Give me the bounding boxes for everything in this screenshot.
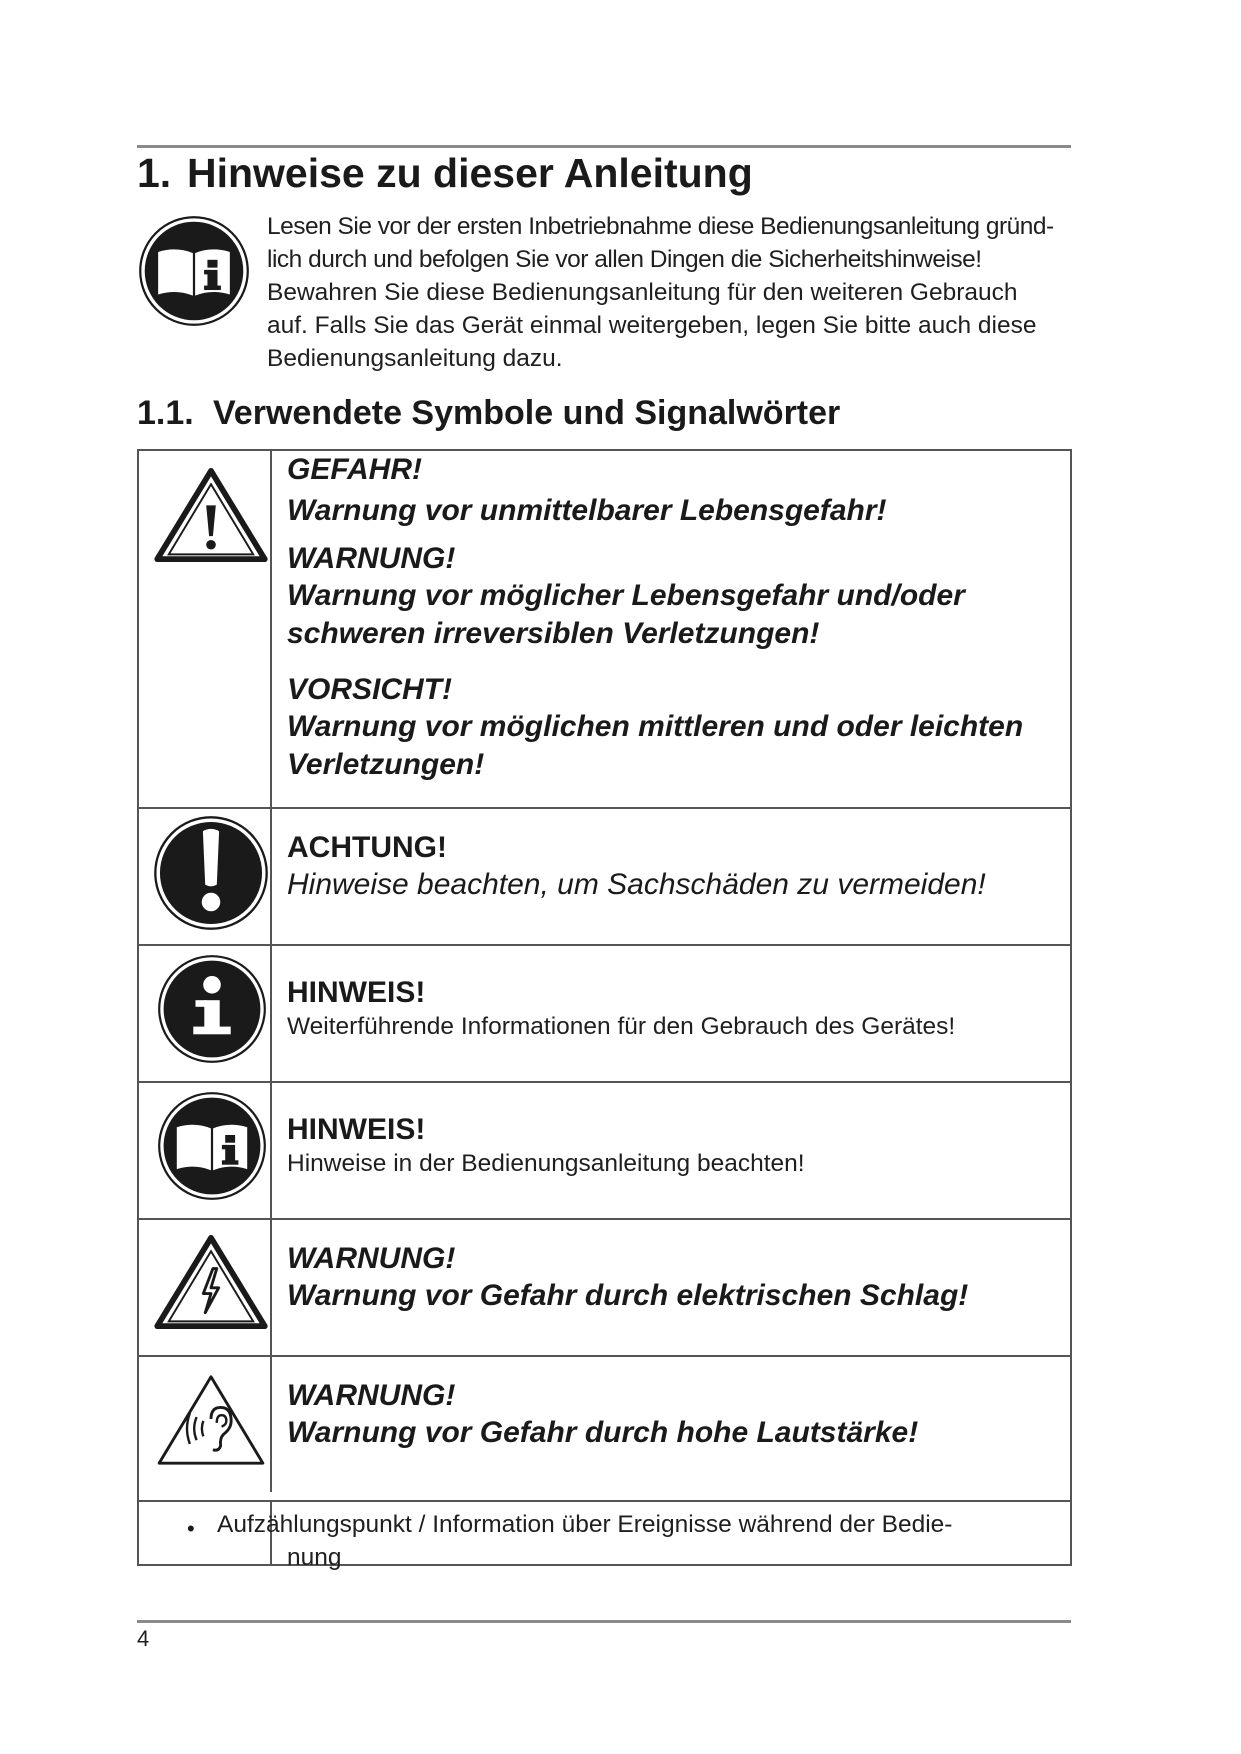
signal-word: VORSICHT! — [287, 673, 452, 706]
manual-info-icon — [157, 1091, 267, 1201]
section-number: 1. — [137, 150, 172, 196]
text-cell — [287, 974, 1060, 1043]
icon-cell — [139, 1357, 272, 1492]
signal-message: Weiterführende Informationen für den Gebrauch des Gerätes! — [287, 1013, 956, 1040]
page-number: 4 — [137, 1626, 150, 1651]
text-cell — [287, 451, 1060, 784]
signal-message: Warnung vor möglichen mittleren und oder leichten — [287, 710, 1024, 743]
bullet-icon: • — [187, 1516, 195, 1541]
subsection-title-text: Verwendete Symbole und Signalwörter — [213, 394, 841, 432]
text-cell — [287, 1240, 1060, 1315]
electric-shock-triangle-icon — [153, 1234, 269, 1330]
signal-word: WARNUNG! — [287, 542, 456, 575]
text-cell — [287, 1111, 1060, 1180]
signal-message: Warnung vor Gefahr durch hohe Lautstärke! — [287, 1416, 919, 1449]
signal-message: Hinweise beachten, um Sachschäden zu vermeiden! — [287, 868, 986, 901]
table-row — [139, 1355, 1070, 1492]
table-row — [139, 1081, 1070, 1218]
bullet-text — [217, 1508, 1047, 1574]
icon-cell — [139, 809, 272, 944]
signal-message: schweren irreversiblen Verletzungen! — [287, 617, 820, 650]
signal-message: Verletzungen! — [287, 748, 485, 781]
intro-line: Lesen Sie vor der ersten Inbetriebnahme diese Bedienungsanleitung gründ- — [267, 213, 1054, 240]
table-row — [139, 1500, 1070, 1571]
text-cell — [287, 1377, 1060, 1452]
section-title: Hinweise zu dieser Anleitung — [187, 150, 753, 196]
signal-word: HINWEIS! — [287, 1113, 426, 1146]
info-circle-icon — [157, 954, 267, 1064]
signal-word: WARNUNG! — [287, 1379, 456, 1412]
subsection-title — [137, 394, 840, 433]
signal-message: Hinweise in der Bedienungsanleitung beachten! — [287, 1150, 805, 1177]
table-row — [139, 1218, 1070, 1355]
page-title — [137, 150, 753, 197]
table-row — [139, 944, 1070, 1081]
signal-word: WARNUNG! — [287, 1242, 456, 1275]
exclamation-circle-icon — [153, 815, 269, 931]
bottom-rule — [137, 1620, 1071, 1623]
warning-triangle-icon — [153, 467, 269, 563]
intro-line: Bewahren Sie diese Bedienungsanleitung für den weiteren Gebrauch — [267, 279, 1018, 306]
icon-cell — [139, 1220, 272, 1355]
signal-message: Warnung vor möglicher Lebensgefahr und/oder — [287, 579, 965, 612]
text-cell — [287, 829, 1060, 904]
intro-line: lich durch und befolgen Sie vor allen Dingen die Sicherheitshinweise! — [267, 246, 982, 273]
manual-info-icon — [138, 215, 250, 327]
bullet-line: Aufzählungspunkt / Information über Ereignisse während der Bedie- — [217, 1511, 953, 1538]
table-row — [139, 807, 1070, 944]
signal-message: Warnung vor unmittelbarer Lebensgefahr! — [287, 494, 887, 527]
signal-word: HINWEIS! — [287, 976, 426, 1009]
icon-cell — [139, 1083, 272, 1218]
signal-message: Warnung vor Gefahr durch elektrischen Schlag! — [287, 1279, 969, 1312]
bullet-line: nung — [287, 1544, 342, 1571]
hearing-damage-triangle-icon — [153, 1371, 269, 1467]
symbols-table — [137, 449, 1072, 1571]
icon-cell — [139, 451, 272, 807]
signal-word: GEFAHR! — [287, 453, 422, 486]
intro-line: auf. Falls Sie das Gerät einmal weitergeben, legen Sie bitte auch diese — [267, 312, 1037, 339]
intro-paragraph — [267, 210, 1077, 375]
intro-line: Bedienungsanleitung dazu. — [267, 345, 563, 372]
top-rule — [137, 145, 1071, 148]
icon-cell — [139, 946, 272, 1081]
subsection-number: 1.1. — [137, 394, 194, 432]
table-row — [139, 451, 1070, 807]
signal-word: ACHTUNG! — [287, 831, 447, 864]
